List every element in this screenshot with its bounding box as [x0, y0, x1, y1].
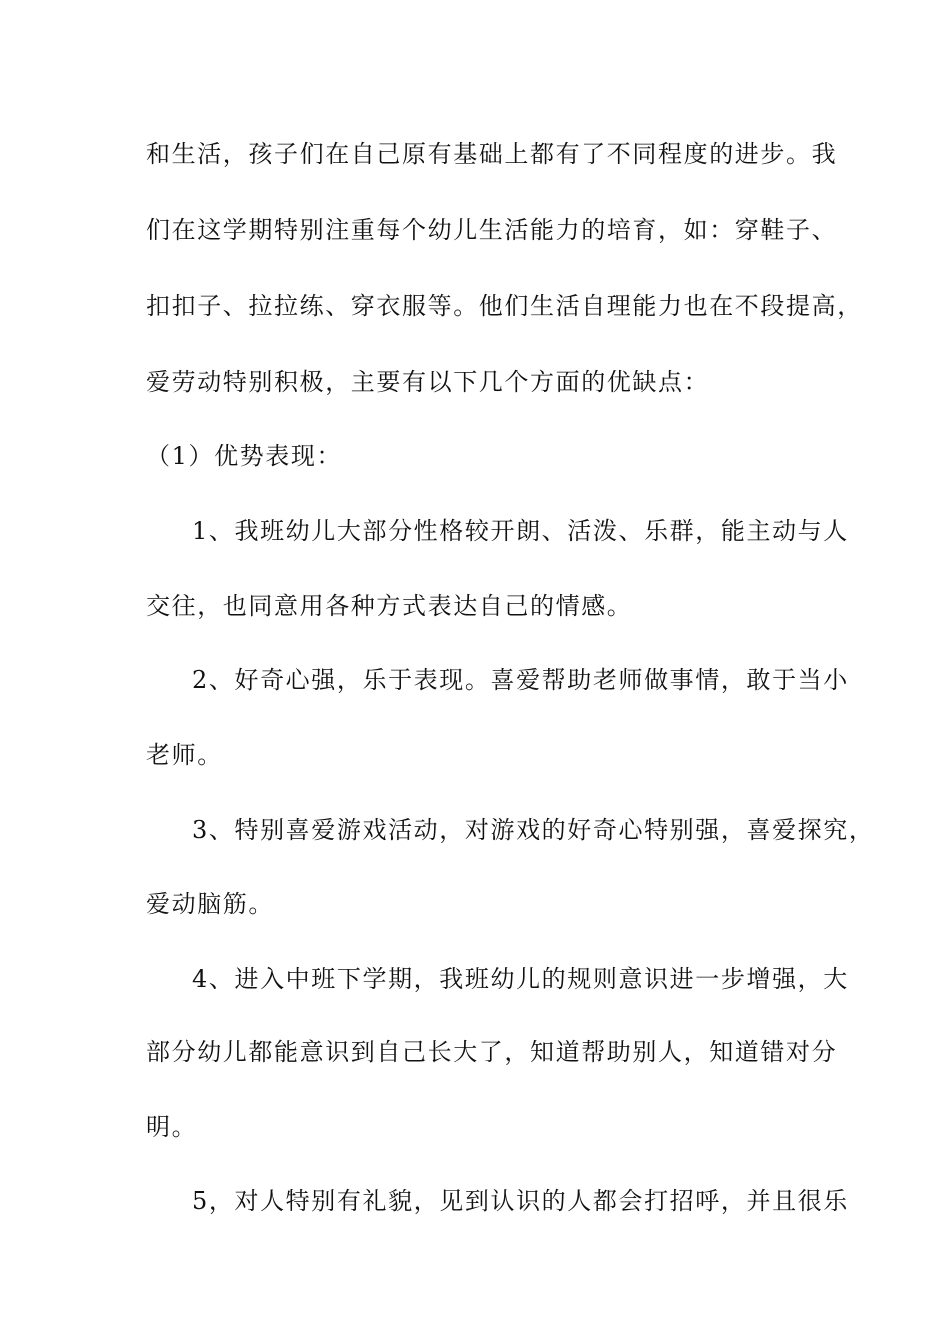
- item-1-line-2: 交往，也同意用各种方式表达自己的情感。: [146, 592, 633, 620]
- item-5-line-1: 5，对人特别有礼貌，见到认识的人都会打招呼，并且很乐: [192, 1187, 849, 1215]
- item-2-line-1: 2、好奇心强，乐于表现。喜爱帮助老师做事情，敢于当小: [192, 666, 849, 694]
- item-4-line-3: 明。: [146, 1113, 198, 1141]
- item-2-line-2: 老师。: [146, 741, 223, 769]
- item-3-line-1: 3、特别喜爱游戏活动，对游戏的好奇心特别强，喜爱探究，: [192, 816, 875, 844]
- item-4-line-2: 部分幼儿都能意识到自己长大了，知道帮助别人，知道错对分: [146, 1038, 838, 1066]
- paragraph-line-4: 爱劳动特别积极，主要有以下几个方面的优缺点：: [146, 368, 710, 396]
- paragraph-line-3: 扣扣子、拉拉练、穿衣服等。他们生活自理能力也在不段提高，: [146, 292, 863, 320]
- section-heading-advantages: （1）优势表现：: [146, 442, 343, 470]
- paragraph-line-2: 们在这学期特别注重每个幼儿生活能力的培育，如：穿鞋子、: [146, 216, 838, 244]
- item-4-line-1: 4、进入中班下学期，我班幼儿的规则意识进一步增强，大: [192, 965, 849, 993]
- item-1-line-1: 1、我班幼儿大部分性格较开朗、活泼、乐群，能主动与人: [192, 517, 849, 545]
- item-3-line-2: 爱动脑筋。: [146, 890, 274, 918]
- paragraph-line-1: 和生活，孩子们在自己原有基础上都有了不同程度的进步。我: [146, 140, 838, 168]
